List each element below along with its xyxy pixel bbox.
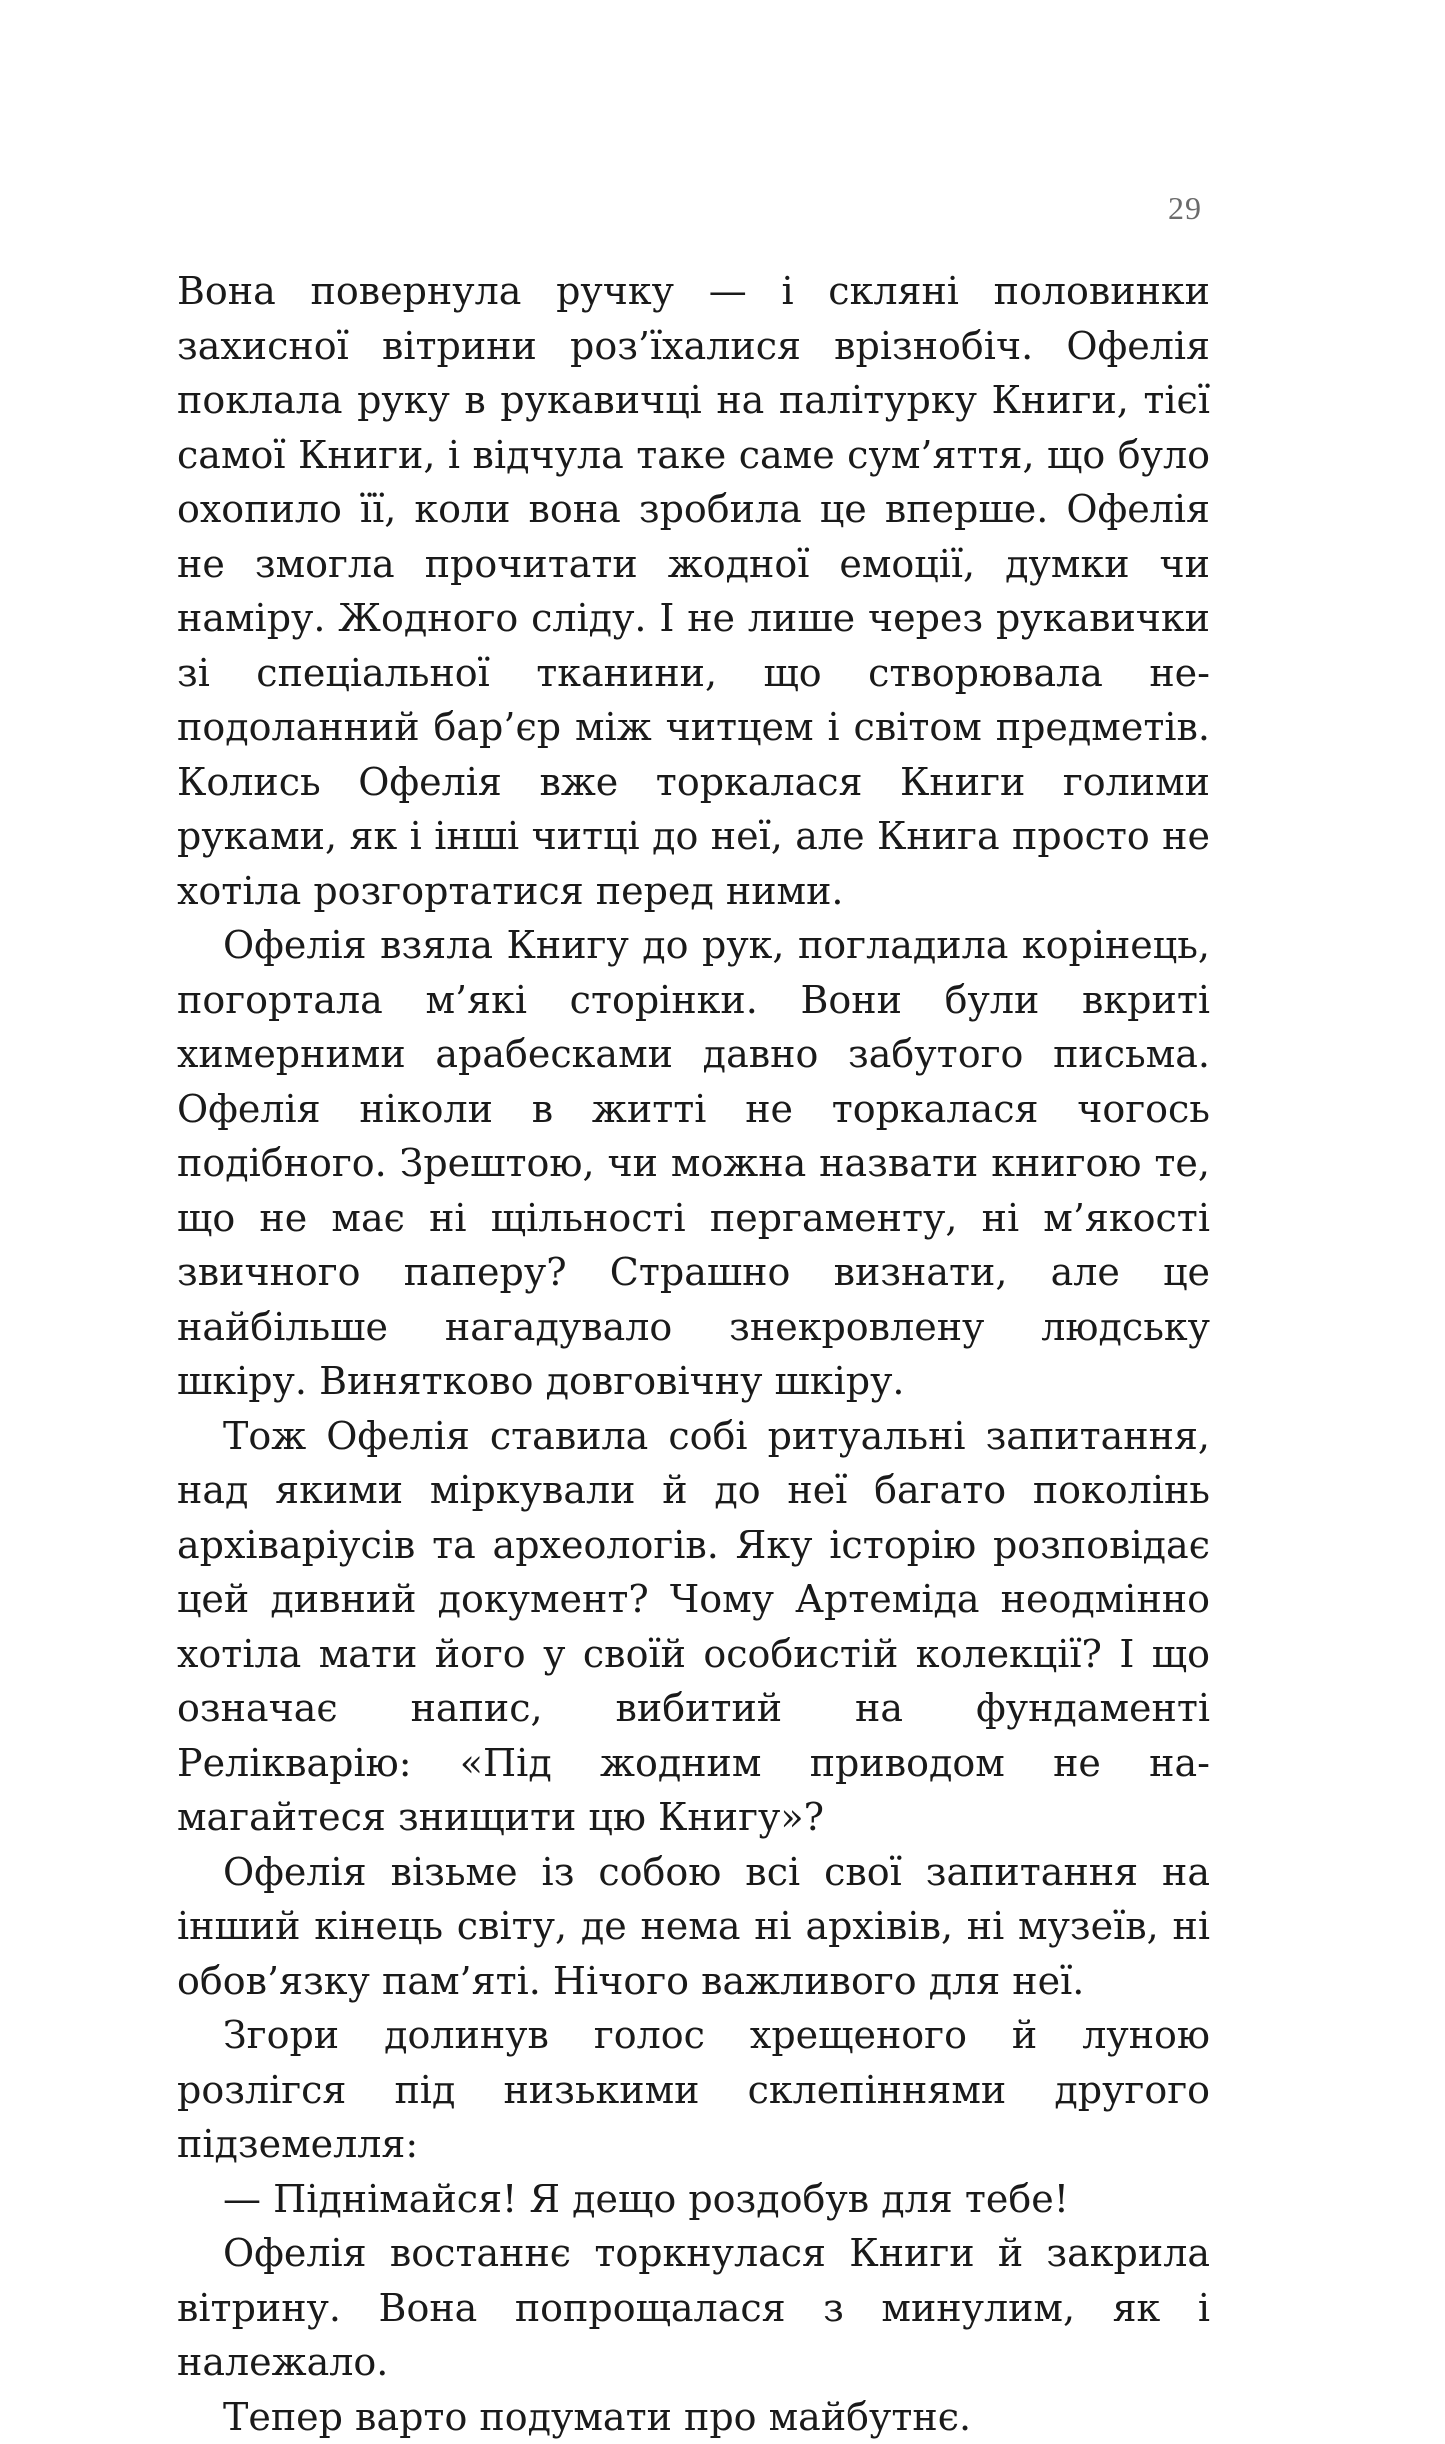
paragraph-6: — Піднімайся! Я дещо роздобув для тебе! [177, 2172, 1210, 2227]
paragraph-7: Офелія востаннє торкнулася Книги й закрила вітрину. Вона попрощалася з минулим, як і належало. [177, 2226, 1210, 2390]
paragraph-5: Згори долинув голос хрещеного й луною розлігся під низькими склепіннями другого підземелля: [177, 2008, 1210, 2172]
paragraph-3: Тож Офелія ставила собі ритуальні запитання, над якими міркували й до неї багато поколінь архіваріусів та археологів. Яку історію розповідає цей дивний документ? Чому Артеміда неодмінно хотіла мати його у своїй особистій колекції? І що означає напис, вибитий на фундаменті Релікварію: «Під жодним приводом не намагайтеся знищити цю Книгу»? [177, 1409, 1210, 1845]
paragraph-1: Вона повернула ручку — і скляні половинки захисної вітрини роз’їхалися врізнобіч. Офелія поклала руку в рукавичці на палітурку Книги, тієї самої Книги, і відчула таке саме сум’яття, що було охопило її, коли вона зробила це вперше. Офелія не змогла прочитати жодної емоції, думки чи наміру. Жодного сліду. І не лише через рукавички зі спеціальної тканини, що створювала неподоланний бар’єр між читцем і світом предметів. Колись Офелія вже торкалася Книги голими руками, як і інші читці до неї, але Книга просто не хотіла розгортатися перед ними. [177, 264, 1210, 918]
paragraph-8: Тепер варто подумати про майбутнє. [177, 2390, 1210, 2444]
text-body [177, 264, 1210, 2444]
page-number: 29 [1168, 190, 1202, 227]
paragraph-2: Офелія взяла Книгу до рук, погладила корінець, погортала м’які сторінки. Вони були вкриті химерними арабесками давно забутого письма. Офелія ніколи в житті не торкалася чогось подібного. Зрештою, чи можна назвати книгою те, що не має ні щільності пергаменту, ні м’якості звичного паперу? Страшно визнати, але це найбільше нагадувало знекровлену людську шкіру. Винятково довговічну шкіру. [177, 918, 1210, 1409]
paragraph-4: Офелія візьме із собою всі свої запитання на інший кінець світу, де нема ні архівів, ні музеїв, ні обов’язку пам’яті. Нічого важливого для неї. [177, 1845, 1210, 2009]
